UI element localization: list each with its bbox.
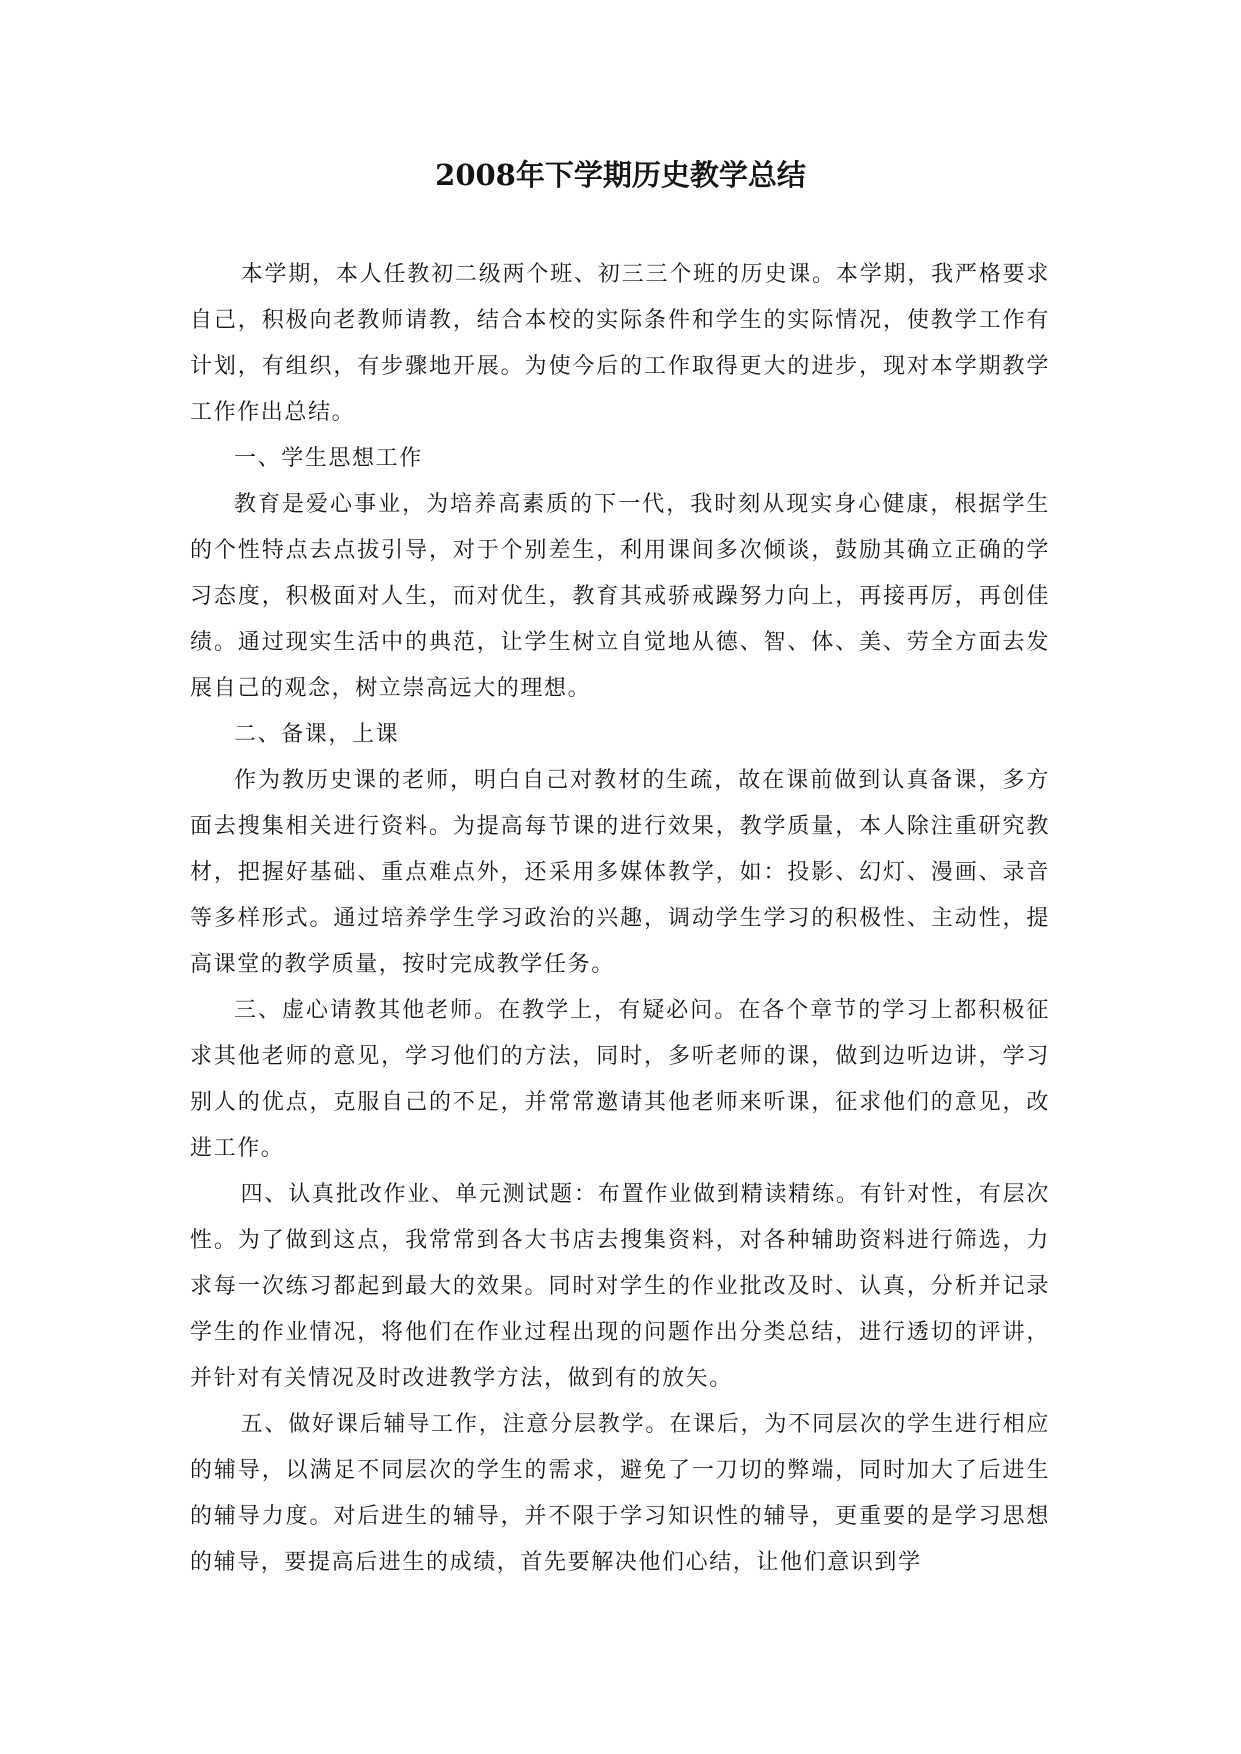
section-heading-lesson-prep: 二、备课，上课 (234, 722, 400, 747)
paragraph-student-thought: 教育是爱心事业，为培养高素质的下一代，我时刻从现实身心健康，根据学生的个性特点去点拔引导，对于个别差生，利用课间多次倾谈，鼓励其确立正确的学习态度，积极面对人生，而对优生，教育其戒骄戒躁努力向上，再接再厉，再创佳绩。通过现实生活中的典范，让学生树立自觉地从德、智、体、美、劳全方面去发展自己的观念，树立崇高远大的理想。 (190, 492, 1050, 701)
paragraph-homework: 四、认真批改作业、单元测试题：布置作业做到精读精练。有针对性，有层次性。为了做到这点，我常常到各大书店去搜集资料，对各种辅助资料进行筛选，力求每一次练习都起到最大的效果。同时对学生的作业批改及时、认真，分析并记录学生的作业情况，将他们在作业过程出现的问题作出分类总结，进行透切的评讲，并针对有关情况及时改进教学方法，做到有的放矢。 (190, 1182, 1050, 1391)
paragraph-tutoring: 五、做好课后辅导工作，注意分层教学。在课后，为不同层次的学生进行相应的辅导，以满足不同层次的学生的需求，避免了一刀切的弊端，同时加大了后进生的辅导力度。对后进生的辅导，并不限于学习知识性的辅导，更重要的是学习思想的辅导，要提高后进生的成绩，首先要解决他们心结，让他们意识到学 (190, 1412, 1050, 1575)
paragraph-intro: 本学期，本人任教初二级两个班、初三三个班的历史课。本学期，我严格要求自己，积极向老教师请教，结合本校的实际条件和学生的实际情况，使教学工作有计划，有组织，有步骤地开展。为使今后的工作取得更大的进步，现对本学期教学工作作出总结。 (190, 262, 1050, 425)
document-title: 2008年下学期历史教学总结 (435, 158, 806, 192)
section-heading-student-thought: 一、学生思想工作 (234, 446, 423, 471)
document-body (190, 252, 1050, 1586)
paragraph-consult-teachers: 三、虚心请教其他老师。在教学上，有疑必问。在各个章节的学习上都积极征求其他老师的意见，学习他们的方法，同时，多听老师的课，做到边听边讲，学习别人的优点，克服自己的不足，并常常邀请其他老师来听课，征求他们的意见，改进工作。 (190, 998, 1050, 1161)
paragraph-lesson-prep: 作为教历史课的老师，明白自己对教材的生疏，故在课前做到认真备课，多方面去搜集相关进行资料。为提高每节课的进行效果，教学质量，本人除注重研究教材，把握好基础、重点难点外，还采用多媒体教学，如：投影、幻灯、漫画、录音等多样形式。通过培养学生学习政治的兴趣，调动学生学习的积极性、主动性，提高课堂的教学质量，按时完成教学任务。 (190, 768, 1050, 977)
